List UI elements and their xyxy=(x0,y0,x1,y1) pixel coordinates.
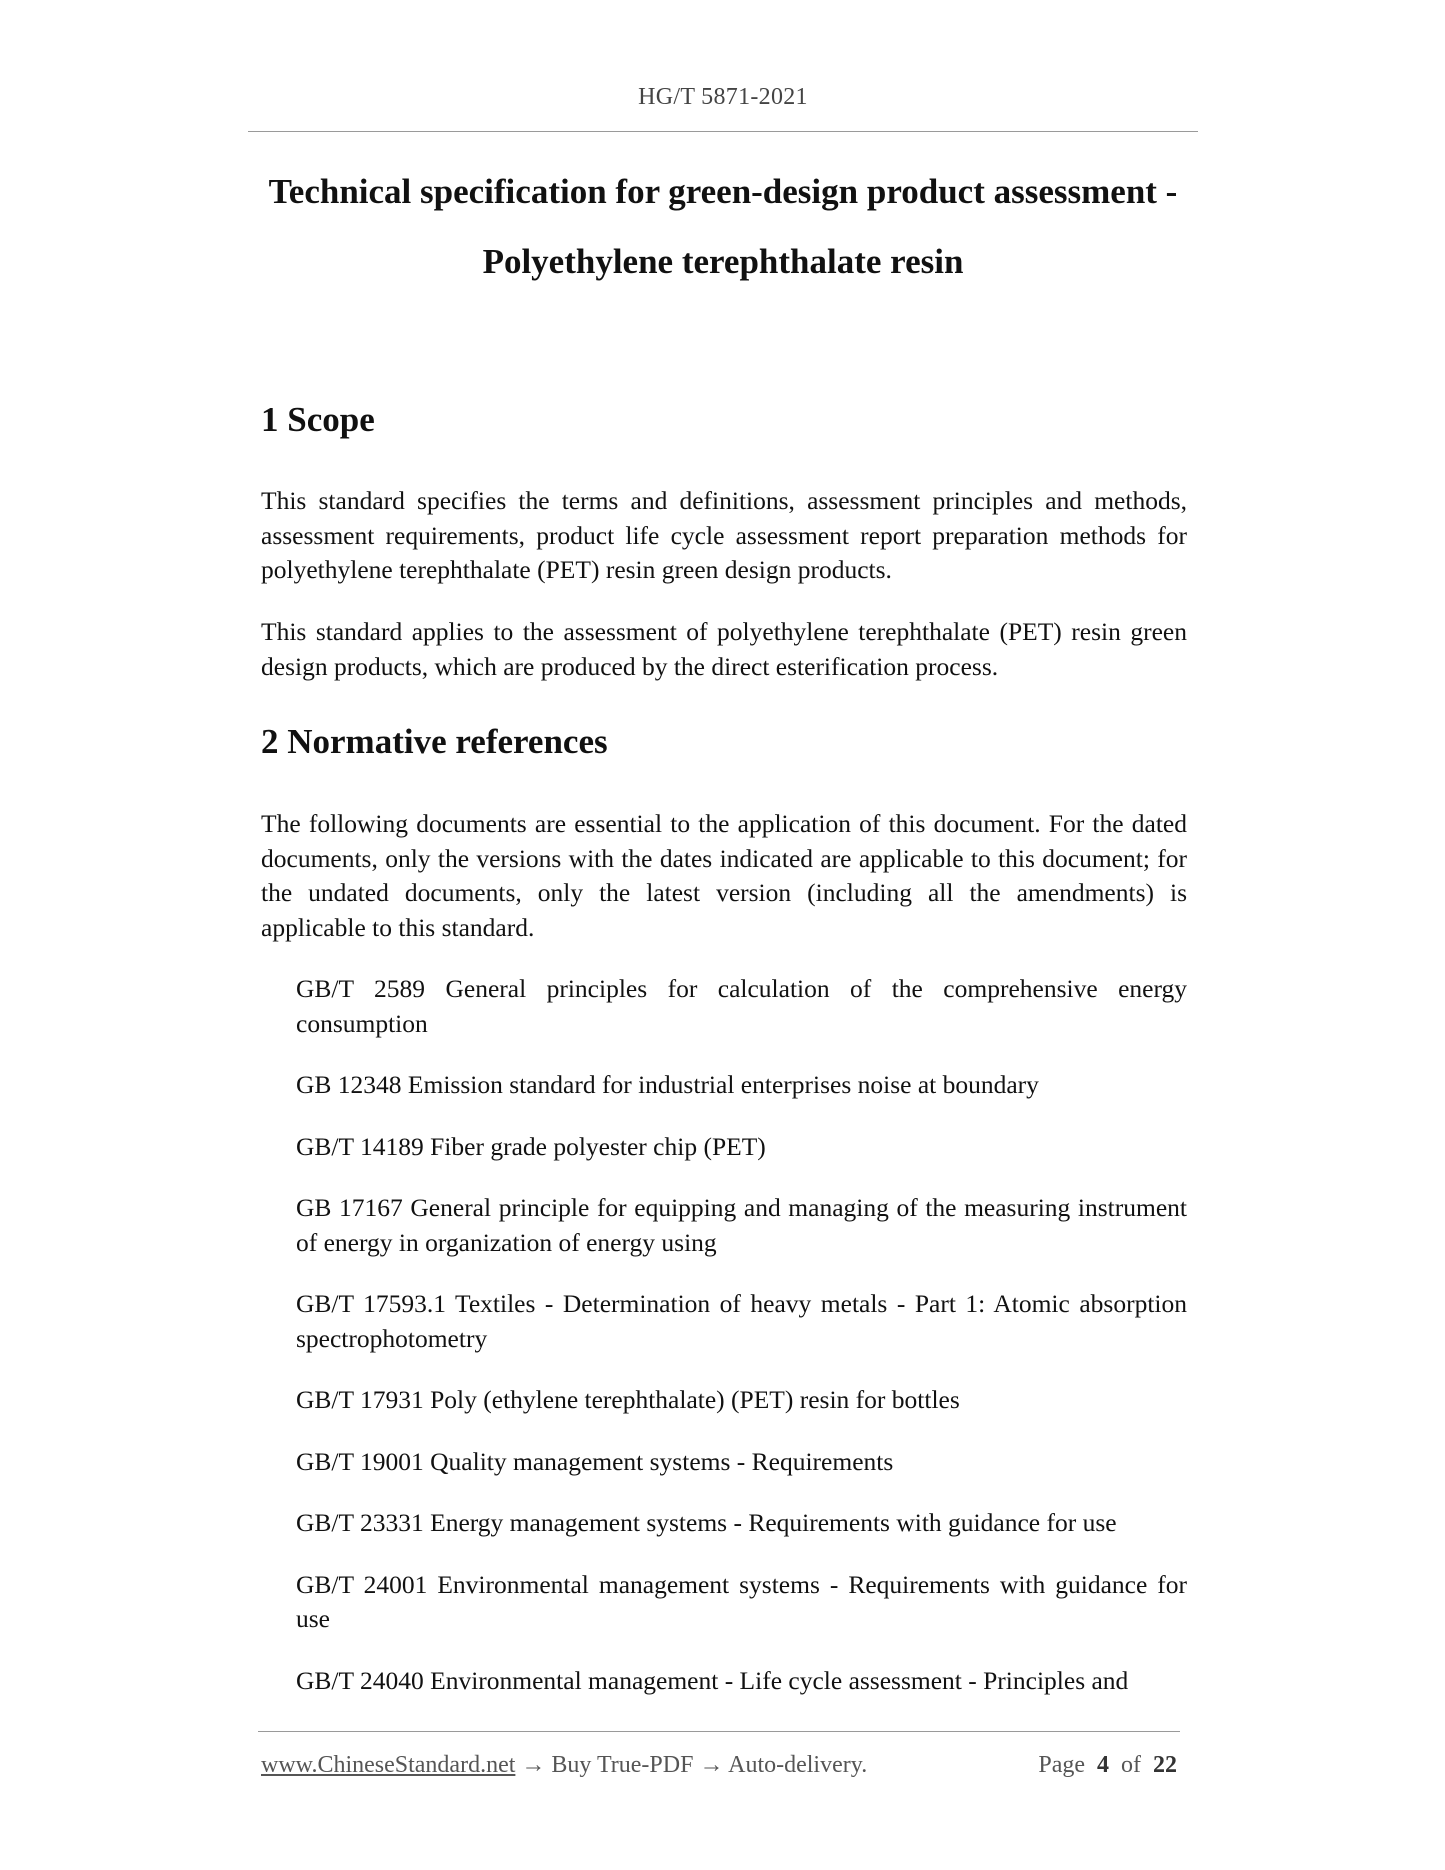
page-current: 4 xyxy=(1097,1752,1109,1778)
page-label: Page xyxy=(1038,1752,1085,1778)
reference-item: GB 12348 Emission standard for industrial enterprises noise at boundary xyxy=(296,1070,1039,1099)
reference-item: GB/T 2589 General principles for calculation of the comprehensive energy consumption xyxy=(296,974,1187,1038)
section-heading-scope: 1 Scope xyxy=(261,400,375,439)
reference-item: GB/T 24001 Environmental management systems - Requirements with guidance for use xyxy=(296,1569,1187,1633)
header-divider xyxy=(248,131,1198,132)
section-heading-normative-references: 2 Normative references xyxy=(261,722,608,761)
footer-divider xyxy=(258,1731,1180,1732)
footer-promo xyxy=(261,1752,867,1779)
reference-list xyxy=(296,972,1187,1725)
normative-references-intro: The following documents are essential to the application of this document. For the dated documents, only the versions with the dates indicated are applicable to this document; for the undated documents, only the latest version (including all the amendments) is applicable to this standard. xyxy=(261,809,1187,942)
reference-item: GB/T 14189 Fiber grade polyester chip (PET) xyxy=(296,1131,766,1161)
reference-item: GB/T 17931 Poly (ethylene terephthalate) (PET) resin for bottles xyxy=(296,1385,960,1414)
footer-promo-text: → Buy True-PDF → Auto-delivery. xyxy=(515,1752,868,1778)
document-code-header: HG/T 5871-2021 xyxy=(638,84,808,110)
reference-item: GB/T 23331 Energy management systems - Requirements with guidance for use xyxy=(296,1508,1117,1537)
scope-paragraph-1: This standard specifies the terms and definitions, assessment principles and methods, assessment requirements, product life cycle assessment report preparation methods for polyethylene terephthalate (PET) resin green design products. xyxy=(261,486,1187,584)
reference-item: GB/T 19001 Quality management systems - Requirements xyxy=(296,1446,894,1476)
scope-paragraph-2: This standard applies to the assessment of polyethylene terephthalate (PET) resin green design products, which are produced by the direct esterification process. xyxy=(261,617,1187,681)
document-title-line-1: Technical specification for green-design product assessment - xyxy=(268,172,1178,211)
reference-item: GB/T 24040 Environmental management - Life cycle assessment - Principles and xyxy=(296,1665,1129,1695)
reference-item: GB 17167 General principle for equipping and managing of the measuring instrument of energy in organization of energy using xyxy=(296,1193,1187,1257)
reference-item: GB/T 17593.1 Textiles - Determination of heavy metals - Part 1: Atomic absorption spectrophotometry xyxy=(296,1289,1187,1353)
website-link[interactable]: www.ChineseStandard.net xyxy=(261,1752,516,1778)
page-total: 22 xyxy=(1153,1752,1177,1778)
page-indicator xyxy=(1038,1752,1177,1779)
document-title-line-2: Polyethylene terephthalate resin xyxy=(482,242,964,281)
page-of-label: of xyxy=(1121,1752,1141,1778)
